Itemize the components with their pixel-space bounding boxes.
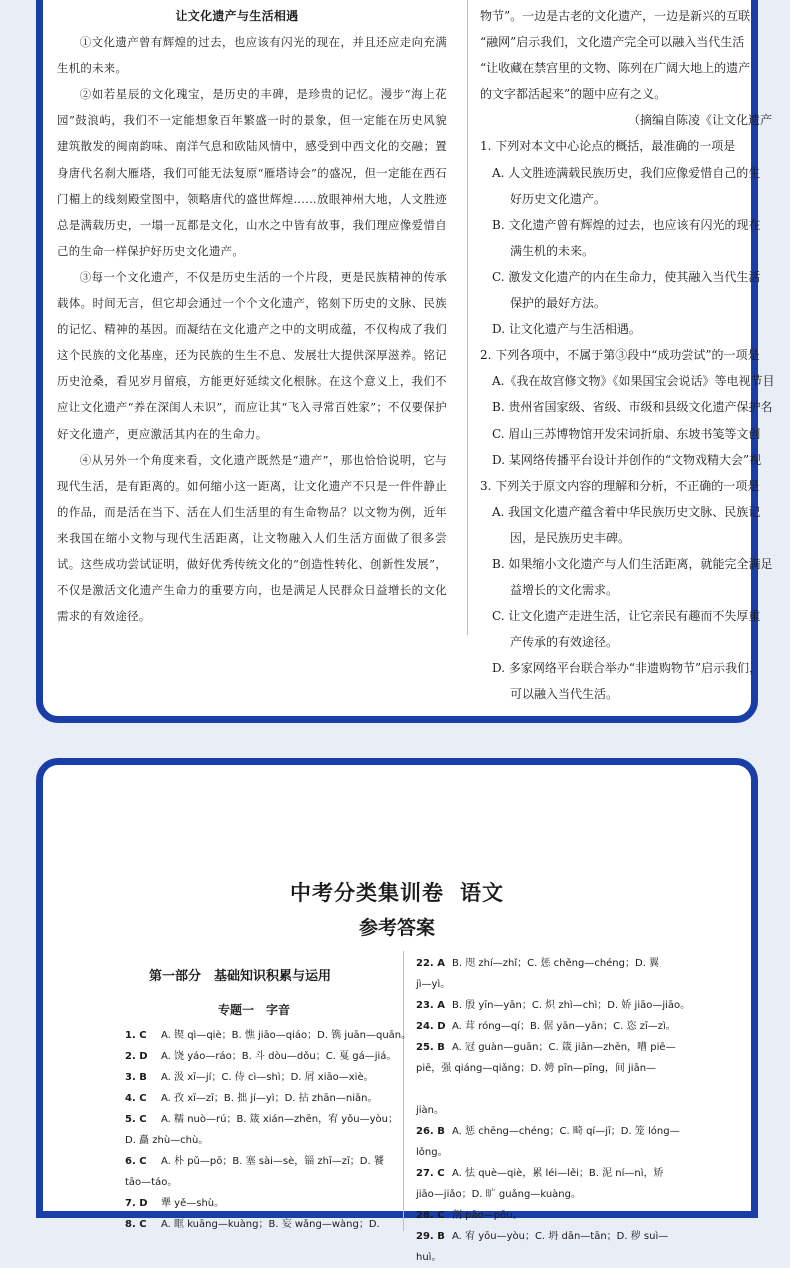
answer-row [416, 1226, 726, 1247]
answer-text-cont: piē，强 qiáng—qiǎng；D. 娉 pīn—pīng，间 jiān— [416, 1063, 657, 1074]
answer-row [416, 1079, 726, 1100]
answer-row [125, 1193, 405, 1214]
answer-text-cont: jì—yì。 [416, 979, 451, 990]
answer-number: 27. C [416, 1168, 445, 1179]
question-option: C. 眉山三苏博物馆开发宋词折扇、东坡书笺等文创 [492, 426, 761, 441]
answer-text: A. 汲 xī—jí；C. 侍 cì—shì；D. 屑 xiāo—xiè。 [161, 1072, 374, 1083]
answer-row [125, 1046, 405, 1067]
exam-page-top [36, 0, 775, 723]
article-continued-line: “让收藏在禁宫里的文物、陈列在广阔大地上的遗产 [480, 61, 751, 76]
answer-text: A. 茸 róng—qí；B. 倨 yān—yān；C. 恣 zī—zì。 [452, 1021, 676, 1032]
answer-text: B. 咫 zhí—zhǐ；C. 惩 chěng—chéng；D. 翼 [452, 958, 660, 969]
answer-row [416, 995, 726, 1016]
question-option: A. 人文胜迹满载民族历史，我们应像爱惜自己的生 [492, 165, 761, 180]
questions-column [480, 3, 780, 708]
answer-row [125, 1025, 412, 1046]
question-option: A. 我国文化遗产蕴含着中华民族历史文脉、民族记 [492, 504, 761, 519]
answer-number: 28. C [416, 1210, 445, 1221]
article-title: 让文化遗产与生活相遇 [175, 9, 299, 23]
answer-list-left [125, 1025, 412, 1235]
column-divider [467, 0, 468, 635]
answer-page-subtitle: 参考答案 [358, 917, 435, 939]
answer-text: A. 怯 què—qiè，累 léi—lěi；B. 泥 ní—nì，矫 [452, 1168, 664, 1179]
article-paragraph-4: ④从另外一个角度来看，文化遗产既然是“遗产”，那也恰恰说明，它与现代生活，是有距离的。如何缩小这一距离，让文化遗产不只是一件件静止的作品，而是活在当下、活在人们生活里的有生命物品？以文物为例，近年来我国在缩小文物与现代生活距离，让文物融入人们生活方面做了很多尝试。这些成功尝试证明，做好优秀传统文化的“创造性转化、创新性发展”，不仅是激活文化遗产生命力的重要方向，也是满足人民群众日益增长的文化需求的有效途径。 [57, 452, 447, 624]
answer-text: A. 惩 chēng—chéng；C. 畸 qí—jī；D. 笼 lóng— [452, 1126, 680, 1137]
question-option-cont: 益增长的文化需求。 [510, 583, 619, 598]
answer-number: 6. C [125, 1156, 147, 1167]
article-continued-line: 的文字都活起来”的题中应有之义。 [480, 87, 667, 102]
answer-text-cont: jiàn。 [416, 1105, 445, 1116]
question-option-cont: 保护的最好方法。 [510, 296, 607, 311]
question-stem: 2. 下列各项中，不属于第③段中“成功尝试”的一项是 [480, 348, 760, 363]
question-option: B. 文化遗产曾有辉煌的过去，也应该有闪光的现在 [492, 217, 761, 232]
article-continued-line: 物节”。一边是古老的文化遗产，一边是新兴的互联 [480, 9, 751, 23]
question-option: B. 如果缩小文化遗产与人们生活距离，就能完全满足 [492, 556, 773, 571]
question-option-cont: 因，是民族历史丰碑。 [510, 530, 631, 545]
question-option-cont: 满生机的未来。 [510, 243, 595, 258]
answer-text: 剖 pāo—pōu。 [452, 1210, 523, 1221]
answer-list-right [416, 953, 726, 1268]
answer-row [125, 1214, 405, 1235]
answer-text: A. 锲 qì—qiè；B. 憔 jiāo—qiáo；D. 镌 juān—quān。 [161, 1030, 412, 1041]
answer-number: 5. C [125, 1114, 147, 1125]
answer-number: 26. B [416, 1126, 445, 1137]
question-option: C. 让文化遗产走进生活，让它亲民有趣而不失厚重 [492, 609, 761, 624]
question-option: D. 多家网络平台联合举办“非遗购物节”启示我们， [492, 661, 762, 676]
answer-text: A. 糯 nuò—rú；B. 箴 xián—zhēn，宥 yǒu—yòu； [161, 1114, 399, 1125]
answer-number: 29. B [416, 1231, 445, 1242]
answer-number: 24. D [416, 1021, 446, 1032]
answer-row [416, 1016, 726, 1037]
article-paragraph-1: ①文化遗产曾有辉煌的过去，也应该有闪光的现在，并且还应走向充满生机的未来。 [57, 35, 447, 76]
answer-row [416, 1205, 726, 1226]
answer-number: 7. D [125, 1198, 148, 1209]
answer-row [125, 1109, 405, 1130]
answer-number: 25. B [416, 1042, 445, 1053]
answer-number: 23. A [416, 1000, 445, 1011]
answer-page-title [43, 877, 751, 907]
answer-text-cont: lǒng。 [416, 1147, 448, 1158]
answer-row [416, 1163, 726, 1184]
answer-row [125, 1151, 405, 1172]
question-option-cont: 好历史文化遗产。 [510, 191, 607, 206]
answer-number: 1. C [125, 1030, 147, 1041]
article-continued-line: “融网”启示我们，文化遗产完全可以融入当代生活 [480, 35, 745, 50]
question-option: B. 贵州省国家级、省级、市级和县级文化遗产保护名 [492, 400, 773, 415]
question-stem: 3. 下列关于原文内容的理解和分析，不正确的一项是 [480, 478, 760, 493]
answer-text: 犟 yě—shù。 [161, 1198, 225, 1209]
answer-text: A. 冠 guàn—guān；C. 箴 jiān—zhēn，嘈 piē— [452, 1042, 676, 1053]
answer-text-cont: huì。 [416, 1252, 442, 1263]
topic-heading: 专题一 字音 [218, 1003, 291, 1017]
answer-number: 4. C [125, 1093, 147, 1104]
answer-text: A. 孜 xī—zī；B. 拙 jí—yì；D. 拈 zhān—niān。 [161, 1093, 378, 1104]
answer-text: A. 朴 pǔ—pō；B. 塞 sài—sè，锱 zhī—zī；D. 饕 [161, 1156, 384, 1167]
answer-text-cont: tāo—táo。 [125, 1177, 178, 1188]
answer-text-cont: D. 矗 zhù—chù。 [125, 1135, 209, 1146]
question-option: A.《我在故宫修文物》《如果国宝会说话》等电视节目 [492, 374, 775, 389]
question-option: C. 激发文化遗产的内在生命力，使其融入当代生活 [492, 269, 761, 284]
answer-title-subject: 语文 [460, 880, 504, 905]
question-stem: 1. 下列对本文中心论点的概括，最准确的一项是 [480, 139, 736, 154]
question-option: D. 某网络传播平台设计并创作的“文物戏精大会”视 [492, 452, 762, 467]
part-heading: 第一部分 基础知识积累与运用 [149, 969, 332, 984]
article-source: （摘编自陈凌《让文化遗产 [627, 113, 772, 128]
answer-title-series: 中考分类集训卷 [290, 880, 444, 905]
answer-text-cont: jiāo—jiǎo；D. 旷 guǎng—kuàng。 [416, 1189, 581, 1200]
answer-text: B. 殷 yīn—yān；C. 炽 zhì—chì；D. 娇 jiāo—jiāo。 [452, 1000, 691, 1011]
answer-text: A. 宥 yōu—yòu；C. 坍 dān—tān；D. 秽 suì— [452, 1231, 669, 1242]
article-paragraph-3: ③每一个文化遗产，不仅是历史生活的一个片段，更是民族精神的传承载体。时间无言，但它却会通过一个个文化遗产，铭刻下历史的文脉、民族的记忆、精神的基因。而凝结在文化遗产之中的文明成蕴，不仅构成了我们这个民族的文化基座，还为民族的生生不息、发展壮大提供深厚滋养。铭记历史沧桑，看见岁月留痕，方能更好延续文化根脉。在这个意义上，我们不应让文化遗产“养在深闺人未识”，而应让其“飞入寻常百姓家”；不仅要保护好文化遗产，更应激活其内在的生命力。 [57, 269, 447, 441]
answer-number: 22. A [416, 958, 445, 969]
answer-number: 3. B [125, 1072, 147, 1083]
answer-number: 8. C [125, 1219, 147, 1230]
answer-row [416, 1121, 726, 1142]
answer-row [125, 1088, 405, 1109]
article-column [57, 3, 447, 629]
answer-row [416, 1037, 726, 1058]
question-option-cont: 可以融入当代生活。 [510, 687, 619, 702]
answer-row [125, 1067, 405, 1088]
answer-page [36, 758, 758, 1263]
answer-text: A. 眶 kuāng—kuàng；B. 妄 wǎng—wàng；D. [161, 1219, 380, 1230]
answer-number: 2. D [125, 1051, 148, 1062]
question-option-cont: 产传承的有效途径。 [510, 635, 619, 650]
answer-row [416, 953, 726, 974]
article-paragraph-2: ②如若星辰的文化瑰宝，是历史的丰碑，是珍贵的记忆。漫步“海上花园”鼓浪屿，我们不一定能想象百年繁盛一时的景象，但一定能在历史风貌建筑散发的闽南韵味、南洋气息和欧陆风情中，感受到中西文化的交融；置身唐代名刹大雁塔，我们可能无法复原“雁塔诗会”的盛况，但一定能在西石门楣上的线刻殿堂图中，领略唐代的盛世辉煌……放眼神州大地，人文胜迹总是满载历史，一塌一瓦都是文化，山水之中皆有故事，我们理应像爱惜自己的生命一样保护好历史文化遗产。 [57, 87, 447, 258]
question-option: D. 让文化遗产与生活相遇。 [492, 322, 641, 337]
answer-text: A. 饶 yáo—ráo；B. 斗 dòu—dǒu；C. 戛 gá—jiá。 [161, 1051, 397, 1062]
